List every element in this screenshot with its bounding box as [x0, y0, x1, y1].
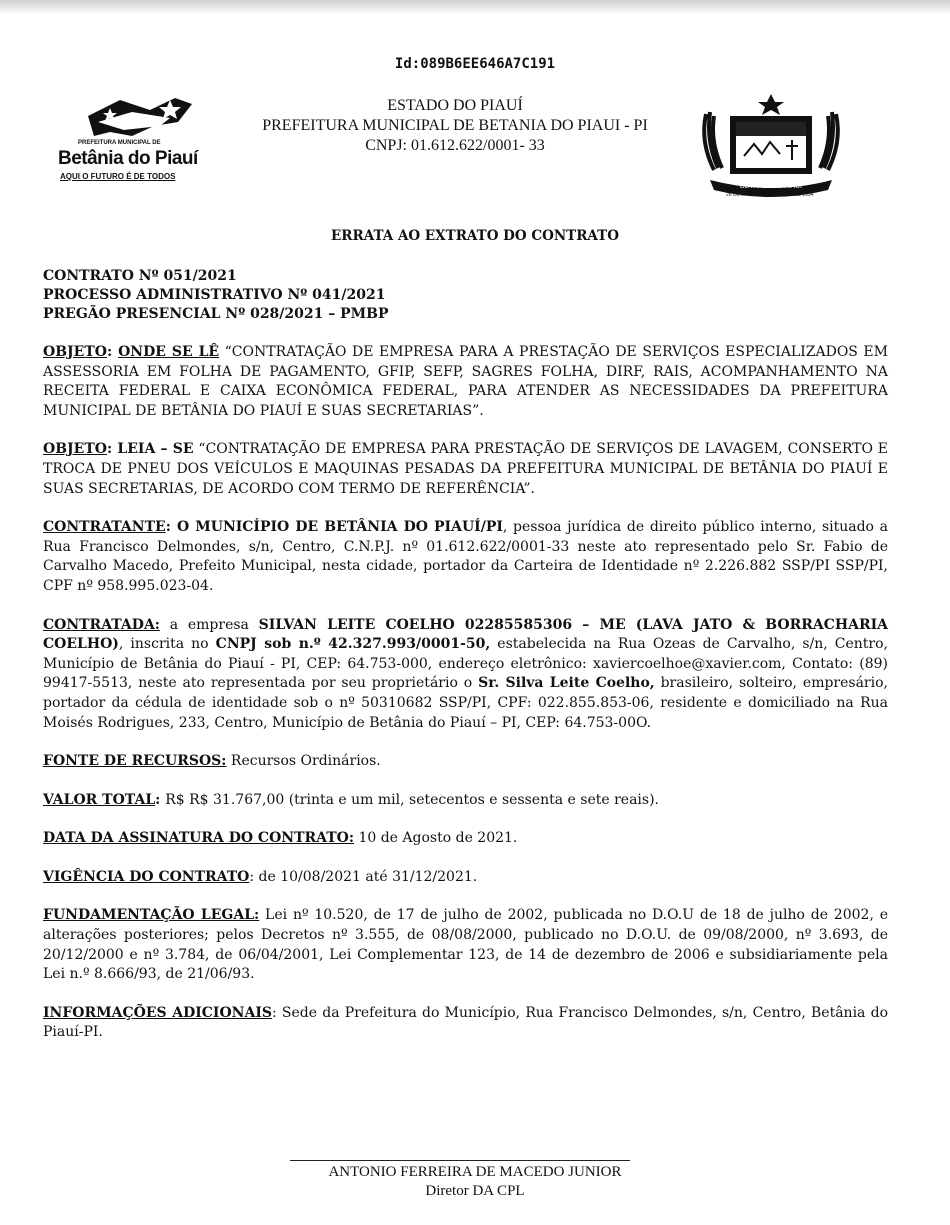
- contratante: CONTRATANTE: O MUNICÍPIO DE BETÂNIA DO PIAUÍ/PI, pessoa jurídica de direito público interno, situado a Rua Francisco Delmondes, s/n, Centro, C.N.P.J. nº 01.612.622/0001-33 neste ato representado pelo Sr. Fabio de Carvalho Macedo, Prefeito Municipal, nesta cidade, portador da Carteira de Identidade nº 2.226.882 SSP/PI SSP/PI, CPF nº 958.995.023-04.: [43, 519, 889, 594]
- contratada-company: SILVAN LEITE COELHO 02285585306 – ME (LAVA JATO & BORRACHARIA COELHO): [43, 616, 888, 653]
- objeto-leia-se: OBJETO: LEIA – SE “CONTRATAÇÃO DE EMPRESA PARA PRESTAÇÃO DE SERVIÇOS DE LAVAGEM, CONSERTO E TROCA DE PNEU DOS VEÍCULOS E MAQUINAS PESADAS DA PREFEITURA MUNICIPAL DE BETÂNIA DO PIAUÍ E SUAS SECRETARIAS, DE ACORDO COM TERMO DE REFERÊNCIA”.: [43, 441, 888, 497]
- valor-total: VALOR TOTAL: R$ R$ 31.767,00 (trinta e um mil, setecentos e sessenta e sete reais).: [43, 791, 659, 808]
- coat-of-arms-icon: [696, 92, 846, 198]
- crest-left-date: 26 DE JANEIRO: [726, 192, 763, 198]
- objeto1-label: OBJETO: [43, 344, 107, 360]
- objeto2-label: OBJETO: [43, 441, 107, 458]
- logo-slogan: AQUI O FUTURO É DE TODOS: [60, 172, 176, 181]
- header-cnpj: CNPJ: 01.612.622/0001- 33: [365, 137, 545, 154]
- document-title: ERRATA AO EXTRATO DO CONTRATO: [331, 228, 619, 244]
- municipal-logo: [56, 92, 216, 192]
- signature-line: [290, 1160, 630, 1161]
- vigencia: VIGÊNCIA DO CONTRATO: de 10/08/2021 até 31/12/2021.: [43, 868, 478, 885]
- crest-right-date: DE 1994: [794, 192, 814, 198]
- state-map-flag-icon: [80, 92, 200, 142]
- document-body: [43, 267, 888, 1043]
- contratada-owner: Sr. Silva Leite Coelho,: [478, 675, 655, 692]
- signatory-name: ANTONIO FERREIRA DE MACEDO JUNIOR: [328, 1164, 622, 1180]
- header-state: ESTADO DO PIAUÍ: [387, 97, 523, 114]
- objeto2-emphasis: LEIA – SE: [117, 441, 194, 458]
- contratante-name: O MUNICÍPIO DE BETÂNIA DO PIAUÍ/PI: [176, 519, 503, 536]
- objeto1-text: “CONTRATAÇÃO DE EMPRESA PARA A PRESTAÇÃO DE SERVIÇOS ESPECIALIZADOS EM ASSESSORIA EM FOLHA DE PAGAMENTO, GFIP, SEFP, SAGRES FOLHA, DIRF, RAIS, ACOMPANHAMENTO NA RECEITA FEDERAL E CAIXA ECONÔMICA FEDERAL, PARA ATENDER AS NECESSIDADES DA PREFEITURA MUNICIPAL DE BETÂNIA DO PIAUÍ E SUAS SECRETARIAS”.: [43, 344, 888, 419]
- contratada-label: CONTRATADA:: [43, 616, 160, 633]
- contratante-label: CONTRATANTE: [43, 519, 166, 536]
- signatory-role: Diretor DA CPL: [425, 1183, 525, 1199]
- fonte-de-recursos: FONTE DE RECURSOS: Recursos Ordinários.: [43, 753, 381, 770]
- process-number: PROCESSO ADMINISTRATIVO Nº 041/2021: [43, 287, 386, 303]
- data-assinatura: DATA DA ASSINATURA DO CONTRATO: 10 de Agosto de 2021.: [43, 830, 518, 847]
- objeto1-emphasis: ONDE SE LÊ: [118, 344, 220, 360]
- informacoes-adicionais: INFORMAÇÕES ADICIONAIS: Sede da Prefeitura do Município, Rua Francisco Delmondes, s/n, Centro, Betânia do Piauí-PI.: [43, 1004, 888, 1041]
- crest-banner: BETÂNIA DO PIAUÍ: [739, 183, 803, 190]
- contract-number: CONTRATO Nº 051/2021: [43, 268, 237, 284]
- objeto-onde-se-le: OBJETO: ONDE SE LÊ “CONTRATAÇÃO DE EMPRESA PARA A PRESTAÇÃO DE SERVIÇOS ESPECIALIZADOS EM ASSESSORIA EM FOLHA DE PAGAMENTO, GFIP, SEFP, SAGRES FOLHA, DIRF, RAIS, ACOMPANHAMENTO NA RECEITA FEDERAL E CAIXA ECONÔMICA FEDERAL, PARA ATENDER AS NECESSIDADES DA PREFEITURA MUNICIPAL DE BETÂNIA DO PIAUÍ E SUAS SECRETARIAS”.: [43, 344, 888, 419]
- fundamentacao-legal: FUNDAMENTAÇÃO LEGAL: Lei nº 10.520, de 17 de julho de 2002, publicada no D.O.U de 18 de julho de 2002, e alterações posteriores; pelos Decretos nº 3.555, de 08/08/2000, publicado no D.O.U. de 09/08/2000, nº 3.693, de 20/12/2000 e nº 3.784, de 06/04/2001, Lei Complementar 123, de 14 de dezembro de 2006 e subsidiariamente pela Lei n.º 8.666/93, de 21/06/93.: [43, 907, 888, 983]
- document-id: Id:089B6EE646A7C191: [394, 56, 556, 72]
- logo-small-text: PREFEITURA MUNICIPAL DE: [78, 140, 161, 146]
- scan-top-shadow: [0, 0, 950, 14]
- objeto2-text: “CONTRATAÇÃO DE EMPRESA PARA PRESTAÇÃO DE SERVIÇOS DE LAVAGEM, CONSERTO E TROCA DE PNEU DOS VEÍCULOS E MAQUINAS PESADAS DA PREFEITURA MUNICIPAL DE BETÂNIA DO PIAUÍ E SUAS SECRETARIAS, DE ACORDO COM TERMO DE REFERÊNCIA”.: [43, 441, 888, 497]
- signature-block: [0, 1163, 950, 1201]
- contratante-text: , pessoa jurídica de direito público interno, situado a Rua Francisco Delmondes, s/n, Centro, C.N.P.J. nº 01.612.622/0001-33 neste ato representado pelo Sr. Fabio de Carvalho Macedo, Prefeito Municipal, nesta cidade, portador da Carteira de Identidade nº 2.226.882 SSP/PI SSP/PI, CPF nº 958.995.023-04.: [43, 519, 889, 594]
- logo-name: Betânia do Piauí: [58, 148, 198, 169]
- contratada-cnpj: CNPJ sob n.º 42.327.993/0001-50,: [215, 636, 491, 653]
- header-prefeitura: PREFEITURA MUNICIPAL DE BETANIA DO PIAUI - PI: [262, 117, 648, 134]
- pregao-number: PREGÃO PRESENCIAL Nº 028/2021 – PMBP: [43, 306, 389, 322]
- document-header: [230, 96, 680, 156]
- contratada: CONTRATADA: a empresa SILVAN LEITE COELHO 02285585306 – ME (LAVA JATO & BORRACHARIA COELHO), inscrita no CNPJ sob n.º 42.327.993/0001-50, estabelecida na Rua Ozeas de Carvalho, s/n, Centro, Município de Betânia do Piauí - PI, CEP: 64.753-000, endereço eletrônico: xaviercoelhoe@xavier.com, Contato: (89) 99417-5513, neste ato representada por seu proprietário o Sr. Silva Leite Coelho, brasileiro, solteiro, empresário, portador da cédula de identidade sob o nº 50310682 SSP/PI, CPF: 022.855.853-06, residente e domiciliado na Rua Moisés Rodrigues, 233, Centro, Município de Betânia do Piauí – PI, CEP: 64.753-00O.: [43, 616, 888, 731]
